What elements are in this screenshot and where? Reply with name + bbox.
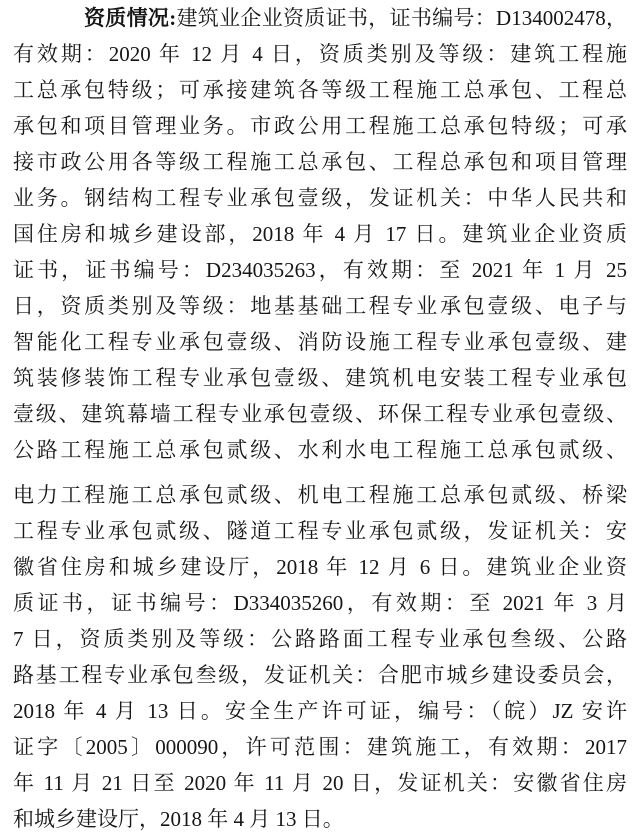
text-line: 有效期：2020 年 12 月 4 日，资质类别及等级：建筑工程施	[13, 42, 627, 66]
text-line: 徽省住房和城乡建设厅，2018 年 12 月 6 日。建筑业企业资	[13, 555, 627, 579]
text-line: 质证书，证书编号：D334035260，有效期：至 2021 年 3 月	[13, 591, 627, 615]
text-line: 筑装修装饰工程专业承包壹级、建筑机电安装工程专业承包	[13, 366, 627, 390]
text-line-content: 建筑业企业资质证书，证书编号：D134002478，	[176, 6, 627, 30]
text-line: 公路工程施工总承包贰级、水利水电工程施工总承包贰级、	[13, 438, 627, 462]
text-line: 工总承包特级；可承接建筑各等级工程施工总承包、工程总	[13, 78, 627, 102]
text-line: 7 日，资质类别及等级：公路路面工程专业承包叁级、公路	[13, 627, 627, 651]
paragraph	[13, 0, 627, 468]
text-line: 路基工程专业承包叁级，发证机关：合肥市城乡建设委员会，	[13, 663, 627, 687]
text-line: 证书，证书编号：D234035263，有效期：至 2021 年 1 月 25	[13, 258, 627, 282]
text-line: 国住房和城乡建设部，2018 年 4 月 17 日。建筑业企业资质	[13, 222, 627, 246]
text-line: 接市政公用各等级工程施工总承包、工程总承包和项目管理	[13, 150, 627, 174]
text-line: 承包和项目管理业务。市政公用工程施工总承包特级；可承	[13, 114, 627, 138]
text-line: 工程专业承包贰级、隧道工程专业承包贰级，发证机关：安	[13, 519, 627, 543]
text-line: 电力工程施工总承包贰级、机电工程施工总承包贰级、桥梁	[13, 483, 627, 507]
paragraph	[13, 477, 627, 837]
text-line: 日，资质类别及等级：地基基础工程专业承包壹级、电子与	[13, 294, 627, 318]
text-line: 证字〔2005〕000090，许可范围：建筑施工，有效期：2017	[13, 735, 627, 759]
inline-heading-qualification-status: 资质情况:	[84, 6, 177, 30]
text-line: 2018 年 4 月 13 日。安全生产许可证，编号：（皖）JZ 安许	[13, 699, 627, 723]
text-line: 和城乡建设厅，2018 年 4 月 13 日。	[13, 807, 344, 831]
text-line: 业务。钢结构工程专业承包壹级，发证机关：中华人民共和	[13, 186, 627, 210]
text-line: 智能化工程专业承包壹级、消防设施工程专业承包壹级、建	[13, 330, 627, 354]
text-line	[13, 0, 627, 36]
text-line: 壹级、建筑幕墙工程专业承包壹级、环保工程专业承包壹级、	[13, 402, 627, 426]
text-line: 年 11 月 21 日至 2020 年 11 月 20 日，发证机关：安徽省住房	[13, 771, 627, 795]
